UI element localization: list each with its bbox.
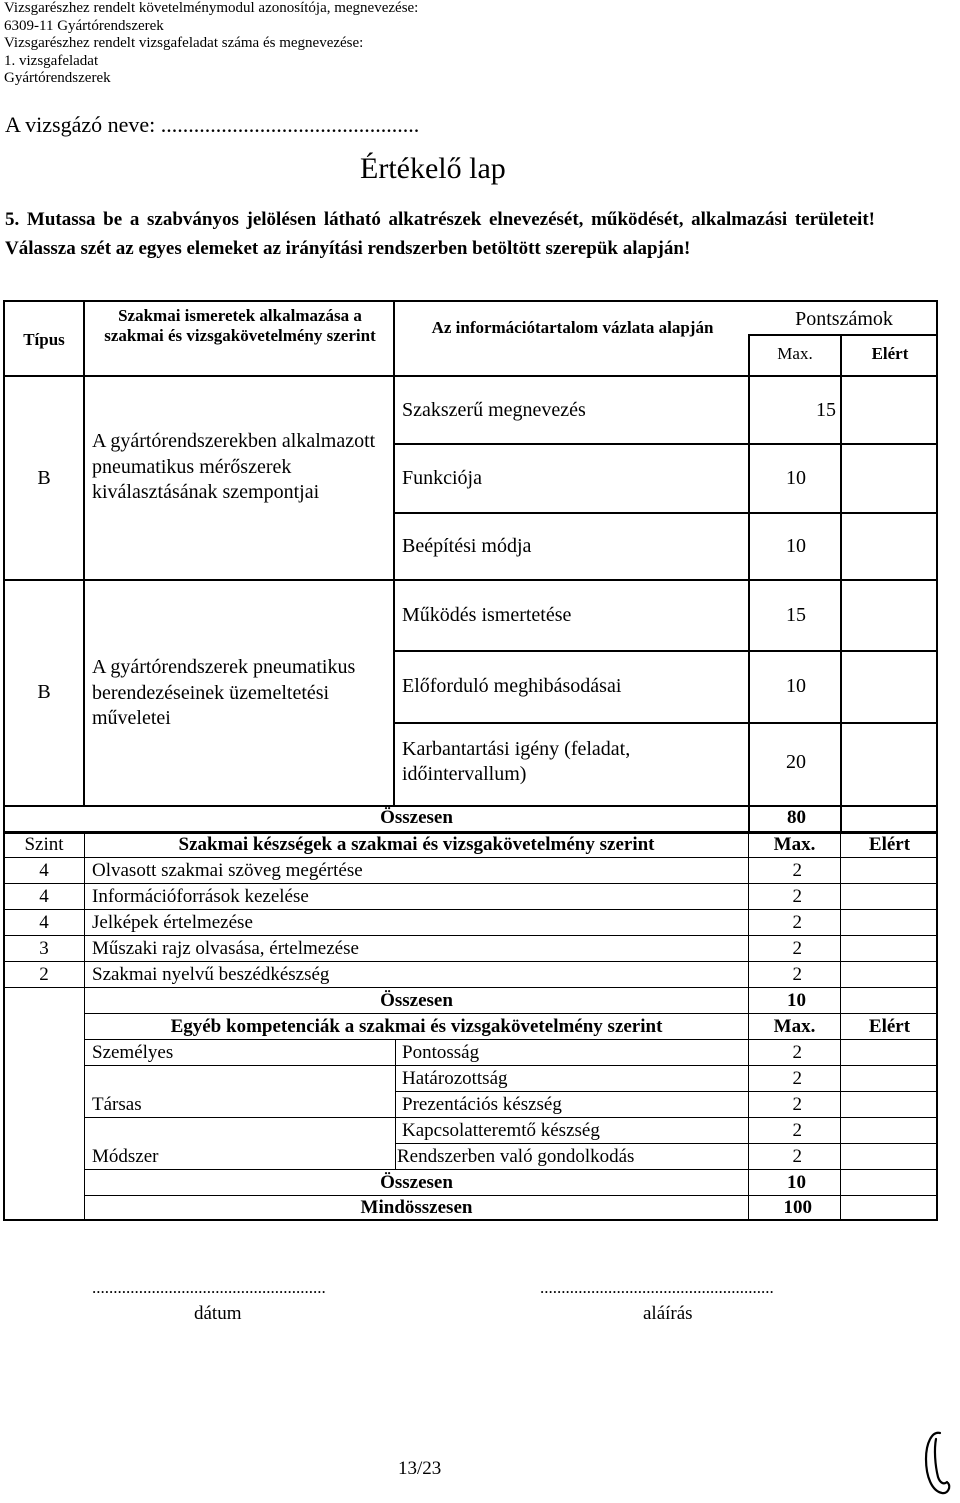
competency-max: 2	[792, 1068, 802, 1089]
column-header-max: Max.	[773, 834, 816, 855]
item-max: 15	[816, 399, 836, 421]
column-header-knowledge: Szakmai ismeretek alkalmazása a szakmai és vizsgakövetelmény szerint	[104, 306, 376, 346]
competency-max: 2	[792, 1042, 802, 1063]
competencies-title: Egyéb kompetenciák a szakmai és vizsgakövetelmény szerint	[170, 1016, 663, 1037]
competency-label: Pontosság	[402, 1042, 480, 1063]
skill-max: 2	[792, 938, 802, 959]
block-type: B	[37, 467, 51, 489]
skill-level: 2	[39, 964, 49, 985]
skill-max: 2	[792, 964, 802, 985]
column-header-achieved: Elért	[871, 344, 909, 363]
competencies-total-value: 10	[787, 1172, 806, 1193]
skill-label: Információforrások kezelése	[92, 886, 309, 907]
signature-label: aláírás	[643, 1303, 693, 1324]
group-social: Társas	[92, 1094, 142, 1115]
module-label: Vizsgarészhez rendelt követelménymodul azonosítója, megnevezése:	[4, 0, 419, 16]
skill-max: 2	[792, 886, 802, 907]
task-description: 5. Mutassa be a szabványos jelölésen látható alkatrészek elnevezését, működését, alkalmazási területeit! Válassza szét az egyes elemeket az irányítási rendszerben betöltött szerepük alapján!	[5, 209, 875, 259]
column-header-max: Max.	[773, 1016, 816, 1037]
block-type: B	[37, 681, 51, 703]
page-number: 13/23	[398, 1458, 442, 1479]
skills-title: Szakmai készségek a szakmai és vizsgakövetelmény szerint	[178, 834, 655, 855]
item-label: Szakszerű megnevezés	[402, 399, 586, 421]
item-label: Beépítési módja	[402, 535, 532, 557]
column-header-max: Max.	[777, 344, 813, 363]
item-max: 10	[786, 675, 806, 697]
competency-max: 2	[792, 1120, 802, 1141]
skill-level: 4	[39, 912, 49, 933]
total-label: Összesen	[380, 807, 453, 828]
competency-label: Rendszerben való gondolkodás	[397, 1146, 635, 1167]
skills-total-label: Összesen	[380, 990, 453, 1011]
date-label: dátum	[194, 1303, 242, 1324]
item-label: Karbantartási igény (feladat, időintervallum)	[402, 738, 631, 785]
item-label: Funkciója	[402, 467, 482, 489]
skill-label: Műszaki rajz olvasása, értelmezése	[92, 938, 359, 959]
competency-max: 2	[792, 1094, 802, 1115]
skill-max: 2	[792, 860, 802, 881]
item-max: 10	[786, 535, 806, 557]
competency-label: Határozottság	[402, 1068, 508, 1089]
competency-max: 2	[792, 1146, 802, 1167]
group-personal: Személyes	[92, 1042, 174, 1063]
block-description: A gyártórendszerek pneumatikus berendezéseinek üzemeltetési műveletei	[92, 656, 356, 729]
competency-label: Prezentációs készség	[402, 1094, 562, 1115]
exam-task-label: Vizsgarészhez rendelt vizsgafeladat száma és megnevezése:	[4, 35, 364, 52]
column-header-level: Szint	[24, 834, 64, 855]
skill-label: Jelképek értelmezése	[92, 912, 253, 933]
skill-label: Szakmai nyelvű beszédkészség	[92, 964, 330, 985]
item-max: 10	[786, 467, 806, 489]
date-dots: .......................................................	[92, 1278, 326, 1297]
total-value: 80	[787, 807, 806, 828]
grand-total-label: Mindösszesen	[360, 1197, 473, 1218]
grand-total-value: 100	[783, 1197, 812, 1218]
exam-task-name: Gyártórendszerek	[4, 70, 111, 87]
handwritten-initial-icon	[918, 1425, 958, 1500]
skill-max: 2	[792, 912, 802, 933]
block-description: A gyártórendszerekben alkalmazott pneumatikus mérőszerek kiválasztásának szempontjai	[92, 430, 376, 503]
column-header-achieved: Elért	[868, 1016, 911, 1037]
skills-total-value: 10	[787, 990, 806, 1011]
column-header-achieved: Elért	[868, 834, 911, 855]
column-header-points: Pontszámok	[795, 308, 893, 330]
skill-level: 3	[39, 938, 49, 959]
item-label: Előforduló meghibásodásai	[402, 675, 622, 697]
item-max: 20	[786, 751, 806, 773]
document-header	[4, 0, 418, 88]
exam-task-number: 1. vizsgafeladat	[4, 52, 99, 69]
competency-label: Kapcsolatteremtő készség	[402, 1120, 600, 1141]
page-title: Értékelő lap	[360, 152, 506, 185]
item-max: 15	[786, 604, 806, 626]
group-method: Módszer	[92, 1146, 159, 1167]
competencies-total-label: Összesen	[380, 1172, 453, 1193]
module-name: 6309-11 Gyártórendszerek	[4, 17, 164, 34]
skill-level: 4	[39, 860, 49, 881]
skill-label: Olvasott szakmai szöveg megértése	[92, 860, 363, 881]
item-label: Működés ismertetése	[402, 604, 572, 626]
column-header-type: Típus	[23, 330, 65, 349]
signature-dots: .......................................................	[540, 1278, 774, 1297]
skill-level: 4	[39, 886, 49, 907]
candidate-name-field: A vizsgázó neve: ...............................................	[5, 112, 420, 137]
column-header-outline: Az információtartalom vázlata alapján	[431, 318, 714, 337]
